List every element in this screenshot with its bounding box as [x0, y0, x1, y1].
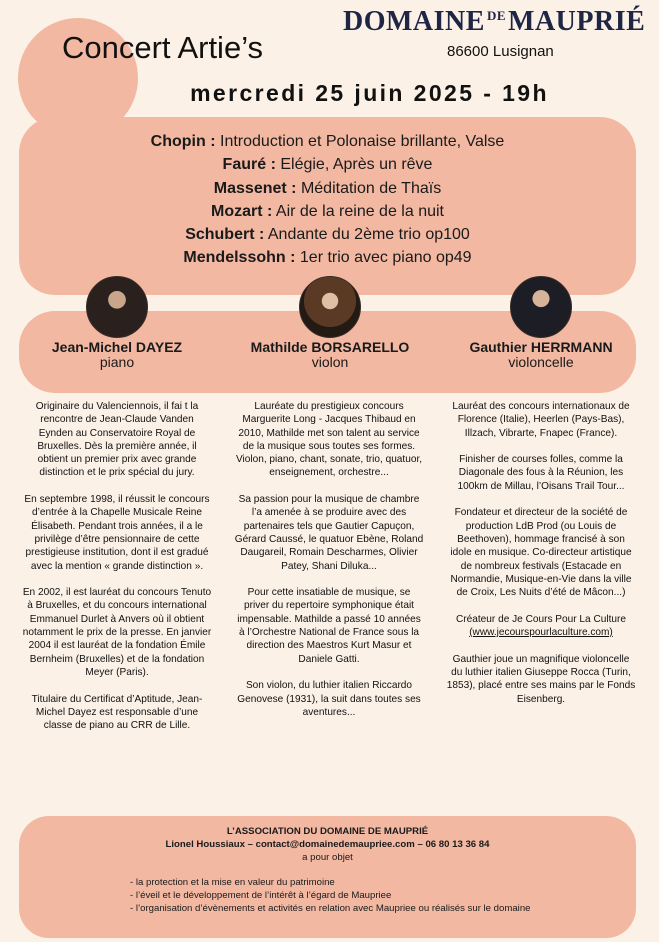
- work: Introduction et Polonaise brillante, Valse: [220, 133, 505, 150]
- bio-paragraph: En 2002, il est lauréat du concours Tenuto à Bruxelles, et du concours international Emmanuel Durlet à Anvers où il obtient notamment le prix de la presse. En janvier 2004 il est lauréat de la fondation Émile Bernheim (Bruxelles) et de la fondation Meyer (Paris).: [22, 587, 212, 678]
- program-item: [19, 130, 636, 153]
- composer: Mozart :: [211, 202, 273, 220]
- association-title: L’ASSOCIATION DU DOMAINE DE MAUPRIÉ: [226, 826, 429, 837]
- bio-paragraph: En septembre 1998, il réussit le concours d’entrée à la Chapelle Musicale Reine Élisabeth. Pendant trois années, il a le privilège d’être pensionnaire de cette prestigieuse institution, dont il est gradué avec la mention « grande distinction ».: [24, 494, 210, 572]
- work: Air de la reine de la nuit: [275, 202, 444, 220]
- city-postcode: 86600 Lusignan: [447, 43, 554, 60]
- work: Andante du 2ème trio op100: [267, 226, 470, 244]
- artist-photo: [299, 276, 361, 338]
- artist-dayez: [17, 276, 217, 370]
- bio-herrmann: [446, 400, 636, 719]
- bio-paragraph: Sa passion pour la musique de chambre l’a amenée à se produire avec des partenaires tels que Gautier Capuçon, Gérard Caussé, le quatuor Ebène, Roland Daugareil, Romain Descharmes, Olivier Patey, Shani Diluka...: [234, 494, 424, 572]
- bio-paragraph: Gauthier joue un magnifique violoncelle du luthier italien Giuseppe Rocca (Turin, 1853), placé entre ses mains par le Fonds Eisenberg.: [446, 653, 636, 705]
- list-item: - la protection et la mise en valeur du patrimoine: [130, 877, 335, 888]
- artist-name: Jean-Michel DAYEZ: [51, 339, 183, 355]
- composer: Massenet :: [213, 179, 297, 197]
- composer: Chopin :: [150, 133, 216, 150]
- composer: Fauré :: [222, 156, 276, 174]
- artist-herrmann: [441, 276, 641, 370]
- bio-paragraph: Lauréat des concours internationaux de Florence (Italie), Heerlen (Pays-Bas), Illzach, Vibrarte, Fnapec (France).: [452, 401, 630, 439]
- bio-paragraph: Finisher de courses folles, comme la Diagonale des fous à la Réunion, les 100km de Millau, l’Oisans Trail Tour...: [457, 454, 625, 492]
- association-subtitle: a pour objet: [302, 852, 353, 864]
- program-item: [19, 223, 636, 246]
- bio-paragraph: Fondateur et directeur de la société de production LdB Prod (ou Louis de Beethoven), hommage francisé à son idole en musique. Co-directeur artistique de nombreux festivals (Estacade en Normandie, Musique-en-Vie dans la ville de Croix, Les Nuits d’été de Mâcon...): [450, 507, 632, 599]
- bio-paragraph: Originaire du Valenciennois, il fai t la rencontre de Jean-Claude Vanden Eynden au Conservatoire Royal de Bruxelles. Dès la première année, il obtient un premier prix avec grande distinction et le prix spécial du jury.: [35, 401, 199, 479]
- work: Méditation de Thaïs: [300, 179, 442, 197]
- artist-name: Gauthier HERRMANN: [469, 339, 613, 355]
- bio-paragraph: Lauréate du prestigieux concours Marguerite Long - Jacques Thibaud en 2010, Mathilde met son talent au service de la musique sous toutes ses formes. Violon, piano, chant, sonate, trio, quatuor, enseignement, orchestre...: [235, 401, 423, 479]
- bio-borsarello: [234, 400, 424, 732]
- bio-link-paragraph: [446, 626, 636, 639]
- culture-website-link[interactable]: (www.jecourspourlaculture.com): [469, 627, 613, 639]
- work: Elégie, Après un rêve: [280, 156, 433, 174]
- program-item: [19, 246, 636, 269]
- artist-instrument: violoncelle: [508, 354, 574, 370]
- program-box: [19, 117, 636, 295]
- bio-paragraph: Créateur de Je Cours Pour La Culture: [456, 613, 626, 625]
- bio-dayez: [22, 400, 212, 746]
- composer: Schubert :: [185, 226, 265, 244]
- program-item: [19, 200, 636, 223]
- artist-photo: [510, 276, 572, 338]
- page-title: Concert Artie’s: [62, 30, 264, 65]
- bio-paragraph: Son violon, du luthier italien Riccardo Genovese (1931), la suit dans toutes ses aventures...: [237, 680, 421, 718]
- logo-word-maupriee: MAUPRIÉ: [508, 6, 646, 37]
- program-item: [19, 177, 636, 200]
- artist-instrument: piano: [99, 354, 135, 370]
- concert-date: mercredi 25 juin 2025 - 19h: [190, 80, 549, 106]
- bio-paragraph: Titulaire du Certificat d’Aptitude, Jean-Michel Dayez est responsable d’une classe de piano au CRR de Lille.: [31, 693, 203, 732]
- list-item: - l’organisation d’évènements et activités en relation avec Maupriee ou réalisés sur le domaine: [130, 903, 531, 915]
- logo-word-domaine: DOMAINE: [343, 6, 485, 37]
- association-objectives: [130, 876, 550, 916]
- list-item: - l’éveil et le développement de l’intérêt à l’égard de Maupriee: [130, 890, 392, 902]
- artist-photo: [86, 276, 148, 338]
- association-box: [19, 816, 636, 938]
- artist-instrument: violon: [311, 354, 349, 370]
- artist-borsarello: [230, 276, 430, 370]
- bio-paragraph: Pour cette insatiable de musique, se priver du repertoire symphonique était impensable. Mathilde a passé 10 années à l’Orchestre National de France sous la direction des Maestros Kurt Masur et Daniele Gatti.: [237, 587, 421, 665]
- work: 1er trio avec piano op49: [299, 249, 472, 267]
- domaine-logo: [343, 6, 646, 38]
- program-item: [19, 153, 636, 176]
- association-contact: Lionel Houssiaux – contact@domainedemaupriee.com – 06 80 13 36 84: [165, 839, 490, 851]
- artist-name: Mathilde BORSARELLO: [250, 339, 410, 355]
- logo-word-de: DE: [486, 8, 507, 23]
- composer: Mendelssohn :: [183, 249, 296, 267]
